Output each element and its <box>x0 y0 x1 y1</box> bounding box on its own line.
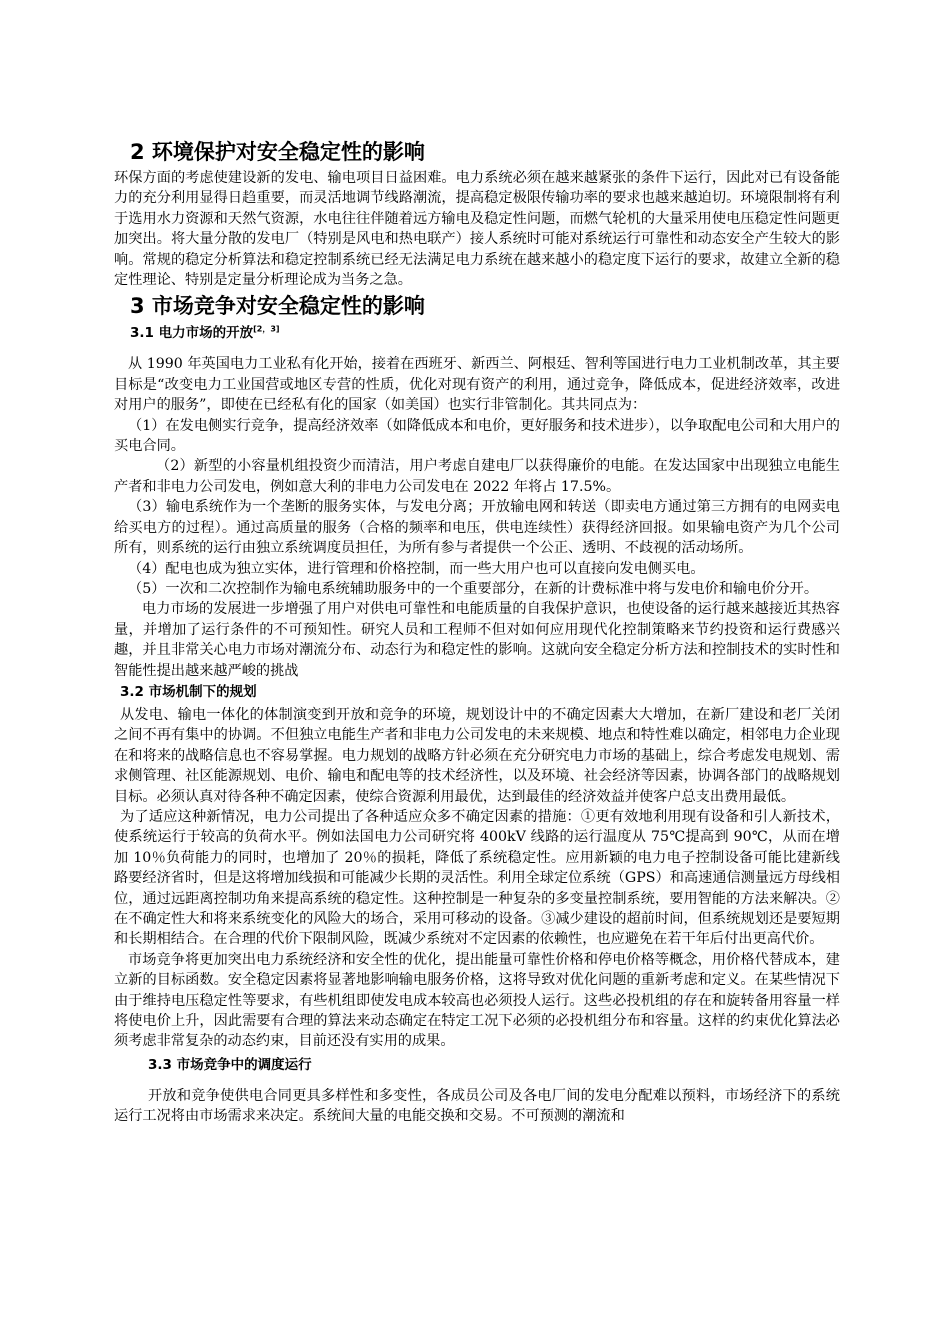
section-3-1-reference: [2，3] <box>253 324 280 334</box>
section-3-heading: 3 市场竞争对安全稳定性的影响 <box>130 294 425 319</box>
section-3-1-item: （2）新型的小容量机组投资少而清洁，用户考虑自建电厂以获得廉价的电能。在发达国家中出现独立电能生产者和非电力公司发电，例如意大利的非电力公司发电在 2022 年将占 17.5%。 <box>114 458 840 495</box>
section-3-1-paragraph: 电力市场的发展进一步增强了用户对供电可靠性和电能质量的自我保护意识，也使设备的运行越来越接近其热容量，并增加了运行条件的不可预知性。研究人员和工程师不但对如何应用现代化控制策略来节约投资和运行费感兴趣，并且非常关心电力市场对潮流分布、动态行为和稳定性的影响。这就向安全稳定分析方法和控制技术的实时性和智能性提出越来越严峻的挑战 <box>114 601 840 679</box>
section-3-1-heading <box>114 322 840 344</box>
section-3-1-item: （1）在发电侧实行竞争，提高经济效率（如降低成本和电价，更好服务和技术进步），以争取配电公司和大用户的买电合同。 <box>114 417 840 455</box>
section-2-paragraph: 环保方面的考虑使建设新的发电、输电项目日益困难。电力系统必须在越来越紧张的条件下运行，因此对已有设备能力的充分利用显得日趋重要，而灵活地调节线路潮流，提高稳定极限传输功率的要求也越来越迫切。环境限制将有利于选用水力资源和天然气资源，水电往往伴随着远方输电及稳定性问题，而燃气轮机的大量采用使电压稳定性问题更加突出。将大量分散的发电厂（特别是风电和热电联产）接人系统时可能对系统运行可靠性和动态安全产生较大的影响。常规的稳定分析算法和稳定控制系统已经无法满足电力系统在越来越小的稳定度下运行的要求，故建立全新的稳定性理论、特别是定量分析理论成为当务之急。 <box>114 170 840 289</box>
document-body <box>114 138 840 1127</box>
section-3-2-heading: 3.2 市场机制下的规划 <box>120 683 257 700</box>
spacer <box>114 346 840 354</box>
section-3-3-paragraph: 开放和竞争使供电合同更具多样性和多变性，各成员公司及各电厂间的发电分配难以预料，市场经济下的系统运行工况将由市场需求来决定。系统间大量的电能交换和交易。不可预测的潮流和 <box>114 1087 840 1125</box>
section-3-2-paragraph: 从发电、输电一体化的体制演变到开放和竞争的环境，规划设计中的不确定因素大大增加，在新厂建设和老厂关闭之间不再有集中的协调。不但独立电能生产者和非电力公司发电的未来规模、地点和特性难以确定，相邻电力企业现在和将来的战略信息也不容易掌握。电力规划的战略方针必须在充分研究电力市场的基础上，综合考虑发电规划、需求侧管理、社区能源规划、电价、输电和配电等的技术经济性，以及环境、社会经济等因素，协调各部门的战略规划目标。必须认真对待各种不确定因素，使综合资源利用最优，达到最佳的经济效益并使客户总支出费用最低。 <box>114 706 840 805</box>
spacer <box>114 1078 840 1086</box>
section-3-3-heading: 3.3 市场竞争中的调度运行 <box>148 1056 312 1073</box>
section-3-1-item: （4）配电也成为独立实体，进行管理和价格控制，而一些大用户也可以直接向发电侧买电。 <box>128 560 705 577</box>
section-3-1-paragraph: 从 1990 年英国电力工业私有化开始，接着在西班牙、新西兰、阿根廷、智利等国进行电力工业机制改革，其主要目标是“改变电力工业国营或地区专营的性质，优化对现有资产的利用，通过竞争，降低成本，促进经济效率，改进对用户的服务”，即使在已经私有化的国家（如美国）也实行非管制化。其共同点为： <box>114 356 840 414</box>
section-3-2-paragraph: 市场竞争将更加突出电力系统经济和安全性的优化，提出能量可靠性价格和停电价格等概念，用价格代替成本，建立新的目标函数。安全稳定因素将显著地影响输电服务价格，这将导致对优化问题的重新考虑和定义。在某些情况下由于维持电压稳定性等要求，有些机组即使发电成本较高也必须投人运行。这些必投机组的存在和旋转备用容量一样将使电价上升，因此需要有合理的算法来动态确定在特定工况下必须的必投机组分布和容量。这样的约束优化算法必须考虑非常复杂的动态约束，目前还没有实用的成果。 <box>114 951 840 1050</box>
section-3-1-item: （5）一次和二次控制作为输电系统辅助服务中的一个重要部分，在新的计费标准中将与发电价和输电价分开。 <box>128 580 819 597</box>
section-3-1-item: （3）输电系统作为一个垄断的服务实体，与发电分离；开放输电网和转送（即卖电方通过第三方拥有的电网卖电给买电方的过程）。通过高质量的服务（合格的频率和电压，供电连续性）获得经济回报。如果输电资产为几个公司所有，则系统的运行由独立系统调度员担任，为所有参与者提供一个公正、透明、不歧视的活动场所。 <box>114 499 840 557</box>
section-2-heading: 2 环境保护对安全稳定性的影响 <box>130 140 425 164</box>
section-3-2-paragraph: 为了适应这种新情况，电力公司提出了各种适应众多不确定因素的措施：①更有效地利用现有设备和引人新技术，使系统运行于较高的负荷水平。例如法国电力公司研究将 400kV 线路的运行温度从 75℃提高到 90℃，从而在增加 10％负荷能力的同时，也增加了 20％的损耗，降低了系统稳定性。应用新颖的电力电子控制设备可能比建新线路要经济省时，但是这将增加线损和可能减少长期的灵活性。利用全球定位系统（GPS）和高速通信测量远方母线相位，通过远距离控制功角来提高系统的稳定性。这种控制是一种复杂的多变量控制系统，要用智能的方法来解决。②在不确定性大和将来系统变化的风险大的场合，采用可移动的设备。③减少建设的超前时间，但系统规划还是要短期和长期相结合。在合理的代价下限制风险，既减少系统对不定因素的依赖性，也应避免在若干年后付出更高代价。 <box>114 808 840 948</box>
section-3-1-title: 3.1 电力市场的开放 <box>130 325 254 342</box>
